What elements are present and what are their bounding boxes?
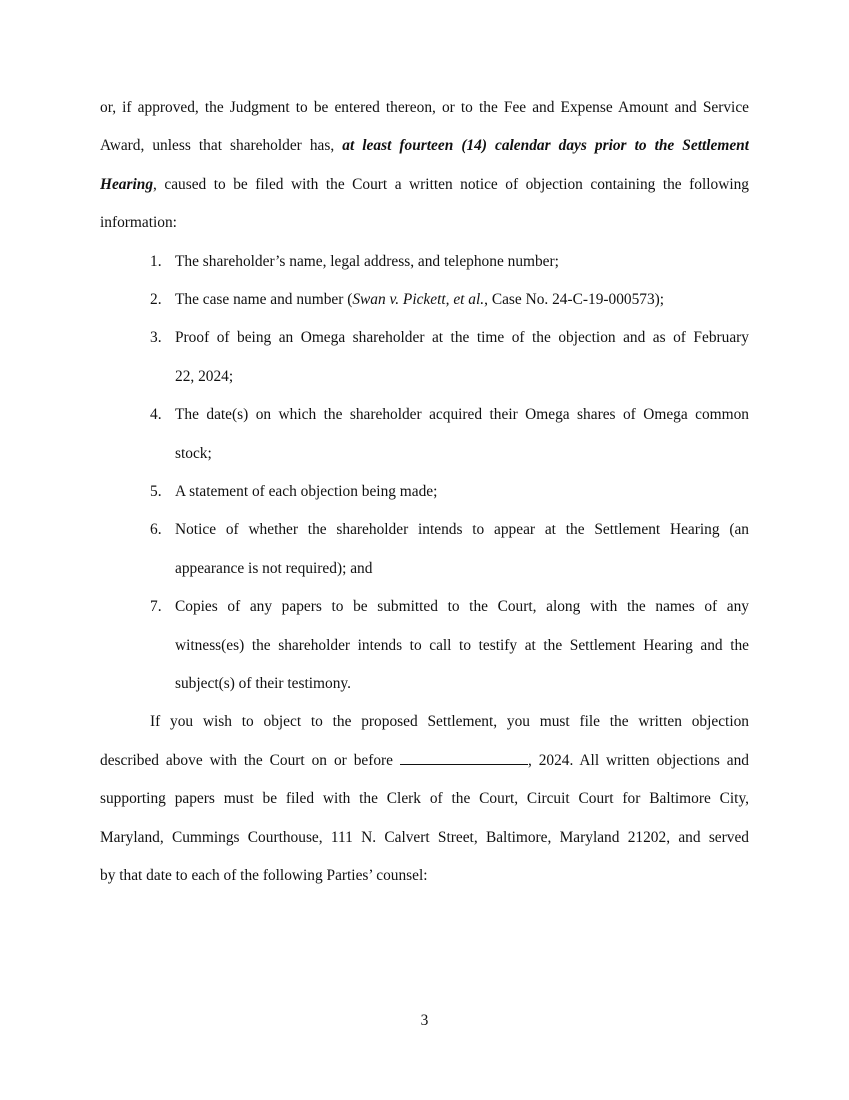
text-segment: The case name and number ( — [175, 291, 353, 308]
text-line — [100, 166, 749, 204]
text-segment: subject(s) of their testimony. — [175, 675, 351, 692]
text-segment: A statement of each objection being made; — [175, 483, 438, 500]
list-number: 3. — [150, 329, 162, 347]
text-line — [150, 703, 749, 741]
emphasis-text: Hearing — [100, 175, 154, 193]
list-number: 5. — [150, 483, 162, 500]
list-item-line — [175, 281, 664, 319]
list-number: 1. — [150, 252, 162, 270]
list-number: 4. — [150, 406, 162, 424]
text-segment: , caused to be filed with the Court a written notice of objection containing the following — [153, 175, 749, 193]
text-line — [175, 665, 351, 703]
list-item-line — [175, 588, 749, 626]
text-line — [175, 550, 372, 588]
text-segment: Maryland, Cummings Courthouse, 111 N. Calvert Street, Baltimore, Maryland 21202, and served — [100, 828, 749, 846]
text-line — [100, 857, 428, 895]
text-segment: described above with the Court on or before — [100, 751, 400, 769]
text-line — [175, 627, 749, 665]
text-segment: Copies of any papers to be submitted to the Court, along with the names of any — [175, 598, 749, 616]
text-line — [175, 358, 233, 396]
list-number: 2. — [150, 291, 162, 308]
text-segment: by that date to each of the following Parties’ counsel: — [100, 867, 428, 884]
list-item-line — [175, 319, 749, 357]
text-line — [100, 742, 749, 780]
text-line — [100, 780, 749, 818]
text-segment: Notice of whether the shareholder intends to appear at the Settlement Hearing (an — [175, 521, 749, 539]
text-segment: If you wish to object to the proposed Settlement, you must file the written objection — [150, 713, 749, 731]
text-segment: The date(s) on which the shareholder acquired their Omega shares of Omega common — [175, 406, 749, 424]
text-segment: or, if approved, the Judgment to be entered thereon, or to the Fee and Expense Amount and Service — [100, 99, 749, 116]
list-number: 7. — [150, 598, 162, 616]
text-segment: witness(es) the shareholder intends to call to testify at the Settlement Hearing and the — [175, 636, 749, 654]
text-segment: information: — [100, 214, 177, 232]
text-line — [100, 204, 177, 242]
text-segment: appearance is not required); and — [175, 559, 373, 577]
text-line — [100, 819, 749, 857]
text-line — [175, 435, 212, 473]
text-segment: supporting papers must be filed with the Clerk of the Court, Circuit Court for Baltimore City, — [100, 790, 749, 808]
text-segment: The shareholder’s name, legal address, and telephone number; — [175, 252, 559, 270]
case-name: Swan v. Pickett, et al. — [352, 291, 485, 308]
text-segment: Proof of being an Omega shareholder at the time of the objection and as of February — [175, 329, 749, 347]
date-blank — [400, 750, 528, 765]
text-line — [100, 89, 749, 127]
list-item-line — [175, 511, 749, 549]
list-number: 6. — [150, 521, 162, 539]
page-number: 3 — [420, 1012, 429, 1029]
text-line — [100, 127, 749, 165]
emphasis-text: at least fourteen (14) calendar days prior to the Settlement — [342, 137, 749, 155]
text-segment: Award, unless that shareholder has, — [100, 137, 343, 155]
text-segment: , 2024. All written objections and — [527, 751, 749, 769]
text-segment: stock; — [175, 444, 212, 462]
list-item-line — [175, 396, 749, 434]
text-segment: 22, 2024; — [175, 367, 234, 385]
list-item-line — [175, 473, 437, 511]
list-item-line — [175, 243, 559, 281]
text-segment: , Case No. 24-C-19-000573); — [484, 291, 665, 308]
